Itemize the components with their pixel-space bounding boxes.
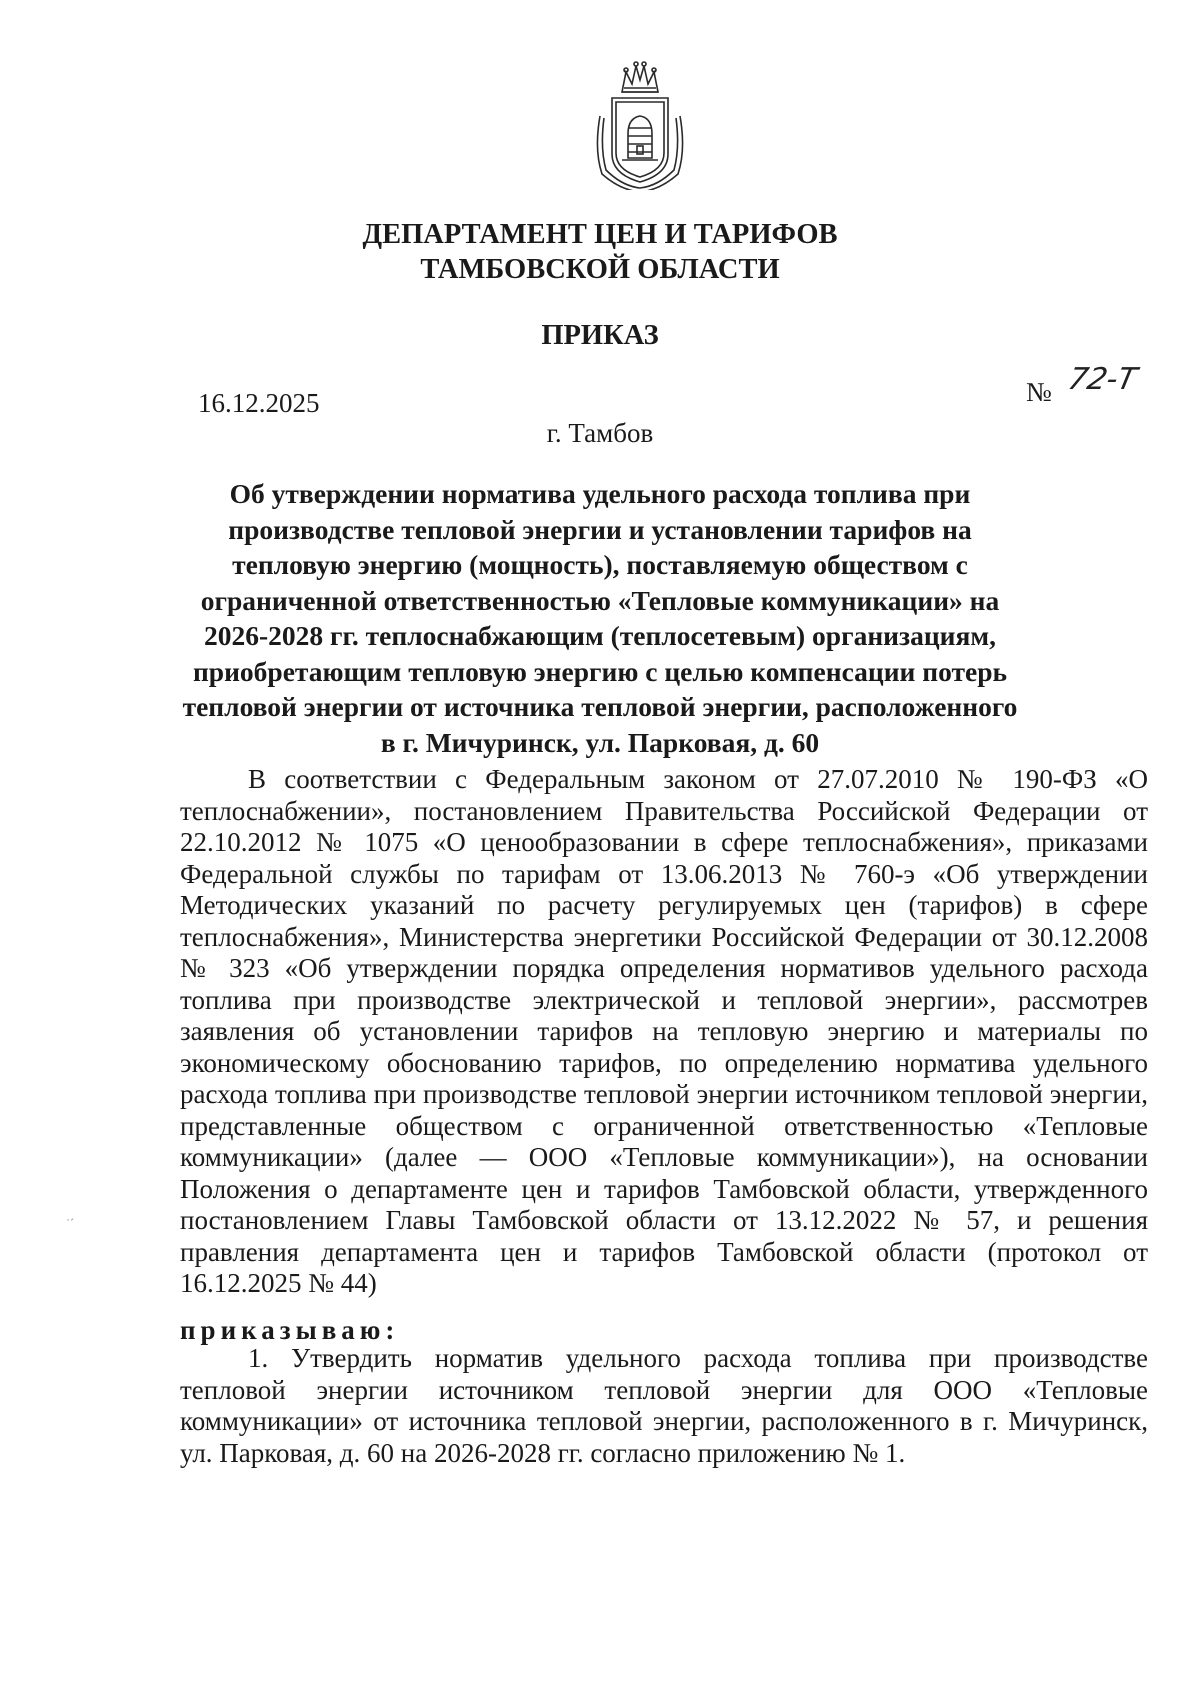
department-name-line1: ДЕПАРТАМЕНТ ЦЕН И ТАРИФОВ — [362, 219, 838, 250]
decree-word: приказываю: — [180, 1315, 400, 1345]
handwritten-order-number: 72-Т — [1064, 362, 1140, 397]
number-sign: № — [1026, 377, 1052, 407]
department-name-line2: ТАМБОВСКОЙ ОБЛАСТИ — [420, 254, 780, 285]
department-name — [0, 217, 1200, 287]
order-city: г. Тамбов — [546, 418, 654, 448]
order-date: 16.12.2025 — [198, 388, 320, 418]
item-1-paragraph: 1. Утвердить норматив удельного расхода топлива при производстве тепловой энергии источником тепловой энергии для ООО «Тепловые коммуникации» от источника тепловой энергии, расположенного в г. Мичуринск, ул. Парковая, д. 60 на 2026-2028 гг. согласно приложению № 1. — [180, 1343, 1148, 1468]
order-title: Об утверждении норматива удельного расхода топлива при производстве тепловой энергии и установлении тарифов на тепловую энергию (мощность), поставляемую обществом с ограниченной ответственностью «Тепловые коммуникации» на 2026-2028 гг. теплоснабжающим (теплосетевым) организациям, приобретающим тепловую энергию с целью компенсации потерь тепловой энергии от источника тепловой энергии, расположенного в г. Мичуринск, ул. Парковая, д. 60 — [182, 478, 1018, 758]
scan-artifact-mark: ˙ˊ — [66, 1216, 74, 1230]
preamble-paragraph: В соответствии с Федеральным законом от 27.07.2010 № 190-ФЗ «О теплоснабжении», постановлением Правительства Российской Федерации от 22.10.2012 № 1075 «О ценообразовании в сфере теплоснабжения», приказами Федеральной службы по тарифам от 13.06.2013 № 760-э «Об утверждении Методических указаний по расчету регулируемых цен (тарифов) в сфере теплоснабжения», Министерства энергетики Российской Федерации от 30.12.2008 № 323 «Об утверждении порядка определения нормативов удельного расхода топлива при производстве электрической и тепловой энергии», рассмотрев заявления об установлении тарифов на тепловую энергию и материалы по экономическому обоснованию тарифов, по определению норматива удельного расхода топлива при производстве тепловой энергии источником тепловой энергии, представленные обществом с ограниченной ответственностью «Тепловые коммуникации» (далее — ООО «Тепловые коммуникации»), на основании Положения о департаменте цен и тарифов Тамбовской области, утвержденного постановлением Главы Тамбовской области от 13.12.2022 № 57, и решения правления департамента цен и тарифов Тамбовской области (протокол от 16.12.2025 № 44) — [180, 764, 1148, 1298]
coat-of-arms-icon — [592, 58, 688, 190]
order-number — [1026, 362, 1140, 408]
document-type: ПРИКАЗ — [541, 320, 659, 351]
